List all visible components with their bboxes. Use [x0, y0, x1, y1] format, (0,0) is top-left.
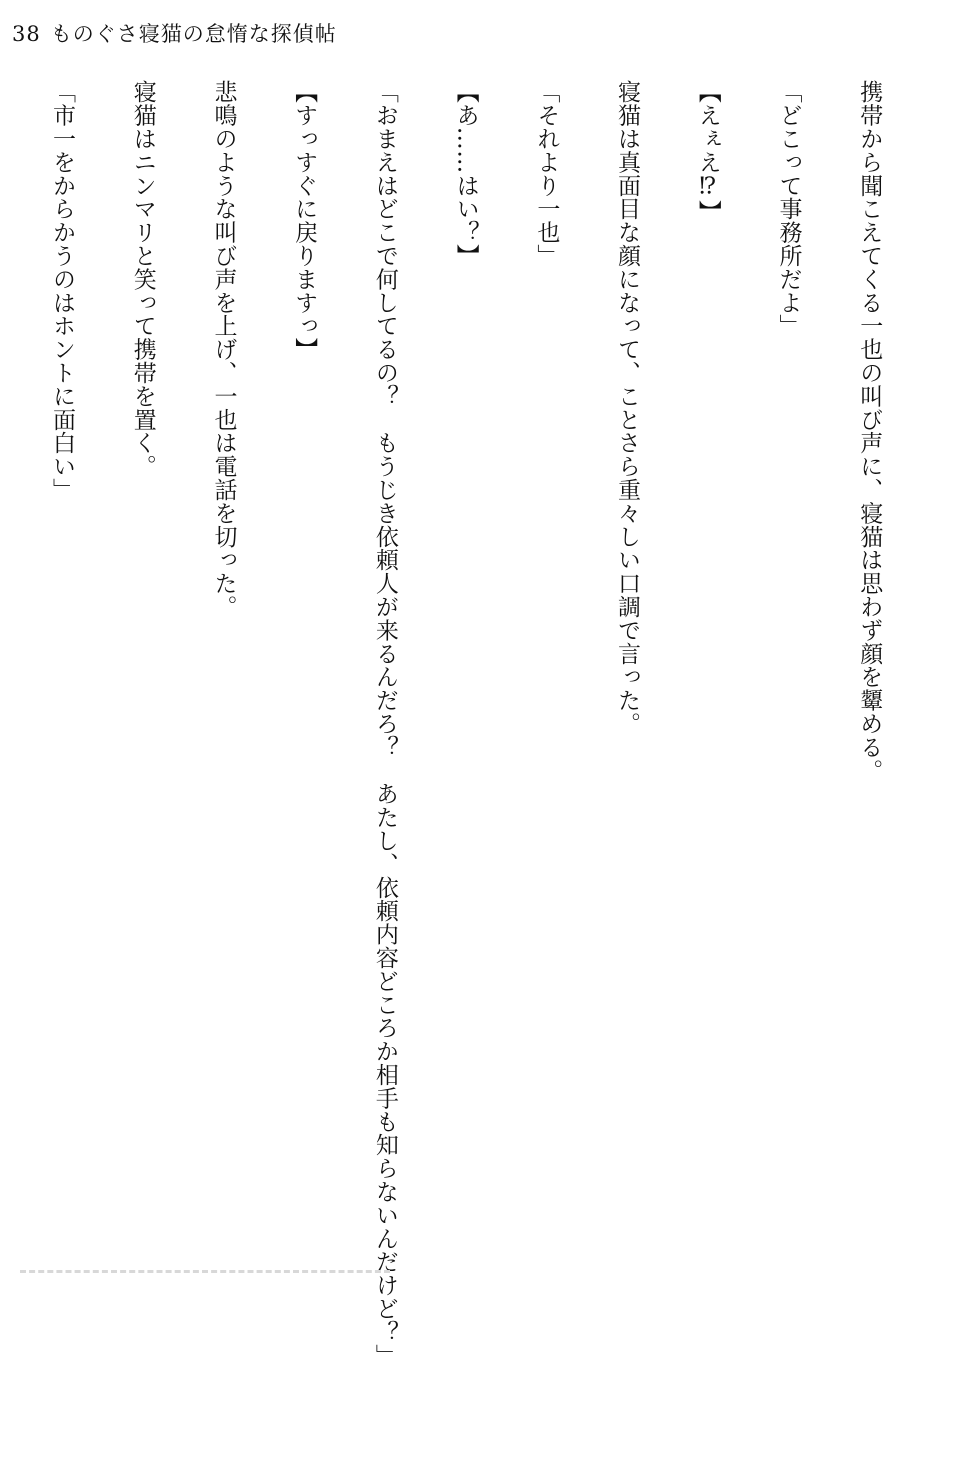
text-line: 「おまえはどこで何してるの？ もうじき依頼人が来るんだろ？ あたし、依頼内容どころか相手も知らないんだけど？」 — [371, 80, 398, 1367]
text-line: 【あ……はい？】 — [452, 80, 479, 268]
text-line: 寝猫はニンマリと笑って携帯を置く。 — [129, 80, 156, 478]
text-line: 悲鳴のような叫び声を上げ、一也は電話を切った。 — [210, 80, 237, 619]
text-line: 【すっすぐに戻りますっ】 — [291, 80, 318, 361]
text-line: 寝猫は真面目な顔になって、ことさら重々しい口調で言った。 — [614, 80, 641, 736]
text-line: 【えぇえ⁉】 — [694, 80, 721, 224]
book-title: ものぐさ寝猫の怠惰な探偵帖 — [50, 22, 337, 46]
text-line: 「それより一也」 — [533, 80, 560, 268]
page-number: 38 — [12, 22, 41, 46]
running-header — [12, 18, 337, 48]
text-line: 「市一をからかうのはホントに面白い」 — [49, 80, 75, 502]
footer-divider — [20, 1270, 390, 1273]
text-line: 「どこって事務所だよ」 — [775, 80, 802, 338]
vertical-body-text — [0, 80, 936, 1367]
text-line: 携帯から聞こえてくる一也の叫び声に、寝猫は思わず顔を顰める。 — [856, 80, 883, 782]
